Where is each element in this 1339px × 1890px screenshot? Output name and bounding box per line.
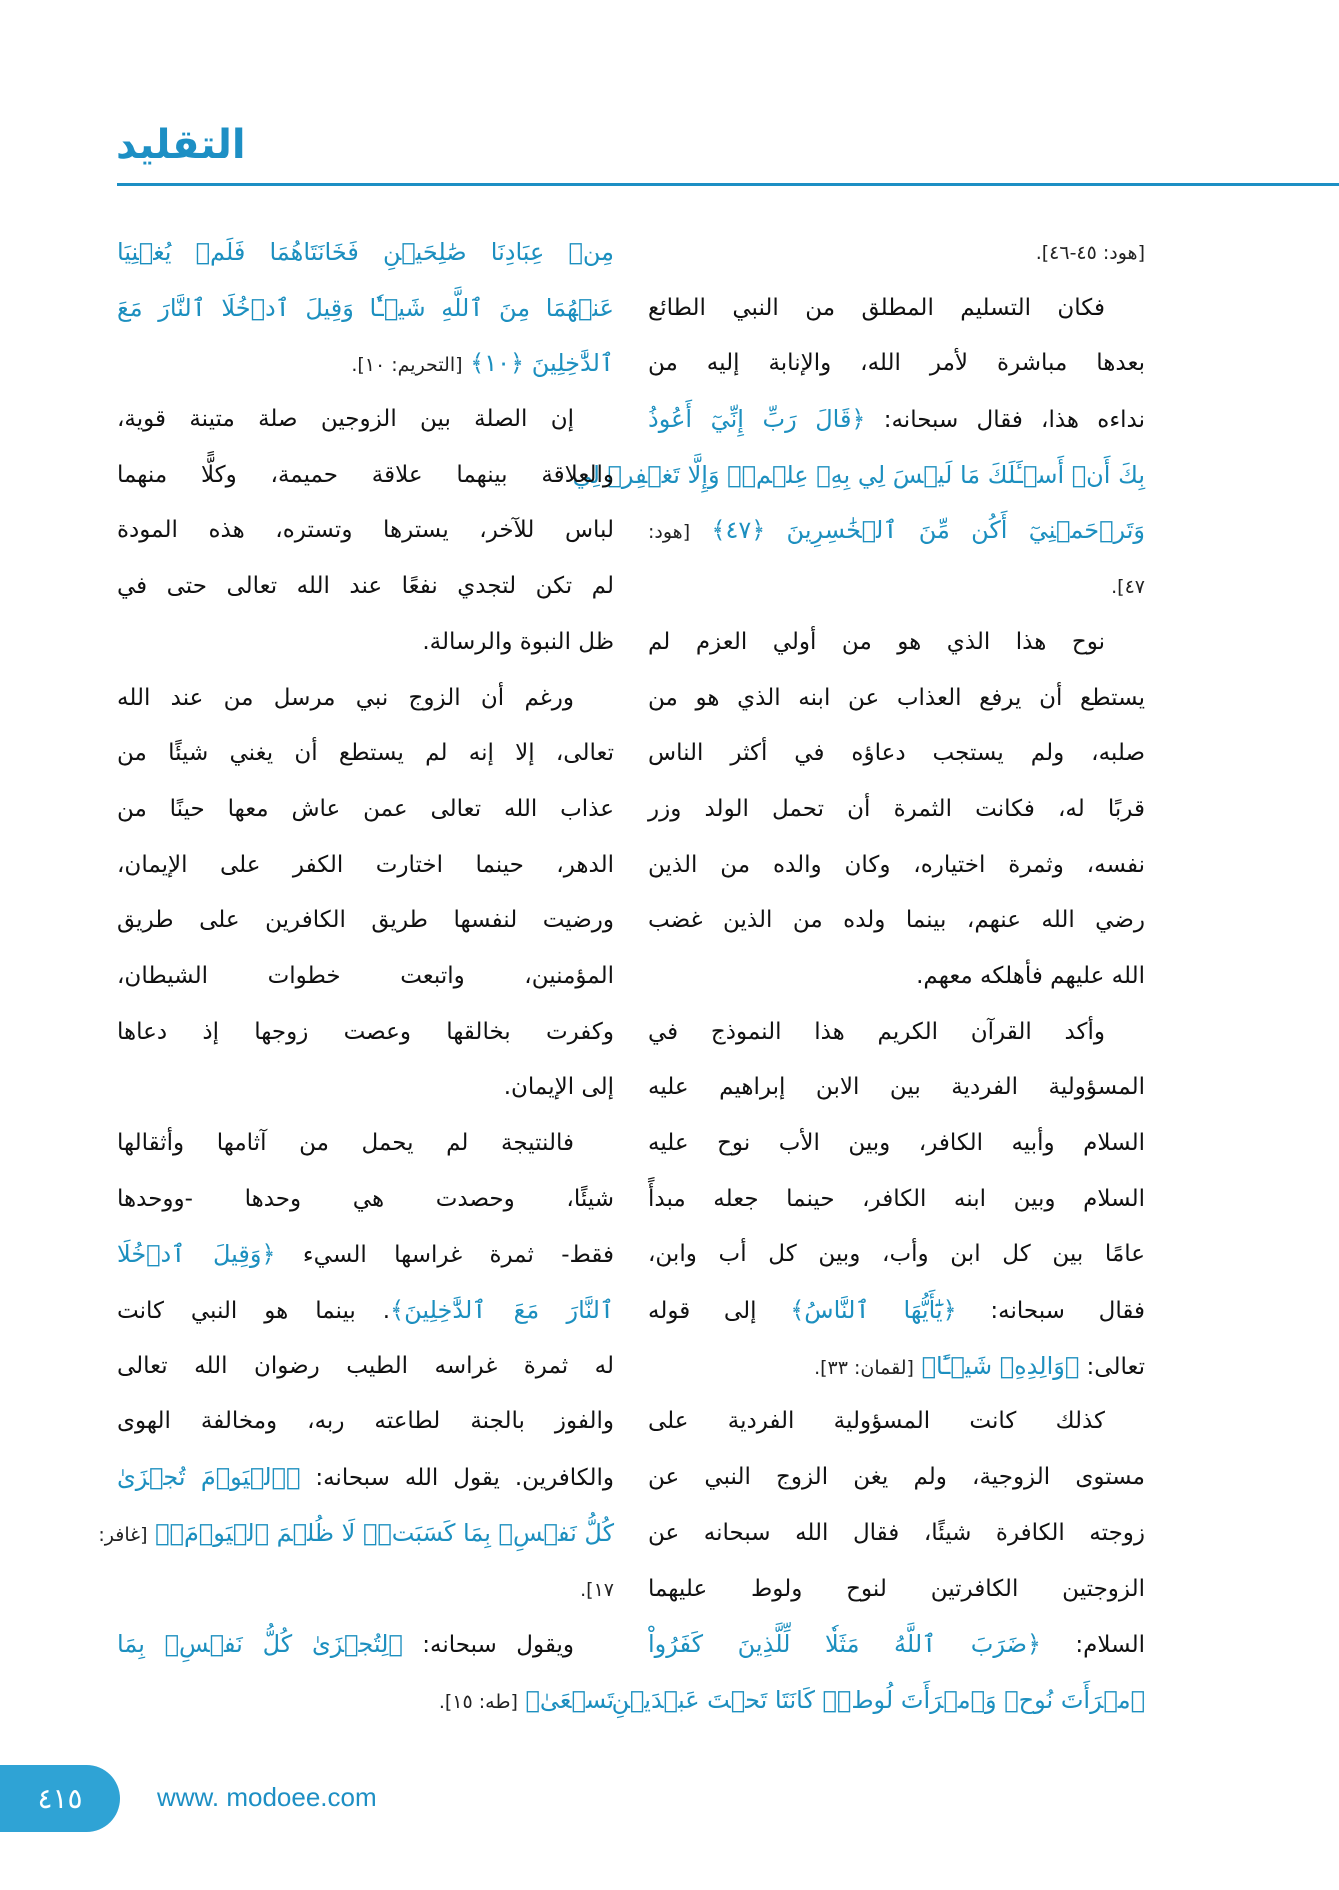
body-text: لم تكن لتجدي نفعًا عند الله تعالى حتى في: [117, 573, 614, 600]
body-text: يستطع أن يرفع العذاب عن ابنه الذي هو من: [648, 684, 1145, 711]
quran-verse: ﴿ٱلۡيَوۡمَ تُجۡزَىٰ: [117, 1463, 301, 1492]
text-line: [648, 1339, 1145, 1395]
website-link[interactable]: www. modoee.com: [157, 1782, 377, 1812]
body-text: ظل النبوة والرسالة.: [422, 628, 614, 655]
body-text: رضي الله عنهم، بينما ولده من الذين غضب: [648, 907, 1145, 934]
quran-verse: عَنۡهُمَا مِنَ ٱللَّهِ شَيۡـٔٗا وَقِيلَ ٱدۡخُلَا ٱلنَّارَ مَعَ: [117, 293, 614, 322]
body-text: السلام:: [1041, 1632, 1145, 1659]
body-text: إلى قوله: [648, 1298, 791, 1325]
verse-reference: ٤٧].: [1111, 576, 1145, 599]
body-text: إلى الإيمان.: [503, 1074, 614, 1101]
text-line: [117, 1394, 614, 1450]
body-text: لباس للآخر، يسترها وتستره، هذه المودة: [117, 517, 614, 544]
text-line: [117, 782, 614, 838]
verse-reference: [لقمان: ٣٣].: [814, 1356, 914, 1379]
text-line: [648, 671, 1145, 727]
text-line: [117, 1673, 614, 1729]
text-line: [648, 782, 1145, 838]
text-line: [572, 448, 1145, 504]
text-line: [117, 893, 614, 949]
text-line: [648, 336, 1145, 392]
text-line: [117, 1227, 614, 1283]
header-divider: [117, 183, 1339, 186]
body-text: والعلاقة بينهما علاقة حميمة، وكلًّا منهما: [117, 461, 614, 488]
text-line: [117, 1283, 614, 1339]
text-line: [648, 1227, 1145, 1283]
body-text: الزوجتين الكافرتين لنوح ولوط عليهما: [648, 1575, 1145, 1602]
text-line: [117, 392, 614, 448]
text-line: [648, 1450, 1145, 1506]
body-text: مستوى الزوجية، ولم يغن الزوج النبي عن: [648, 1464, 1145, 1491]
text-line: [117, 559, 614, 615]
verse-reference: [طه: ١٥].: [438, 1690, 518, 1713]
verse-reference: [غافر:: [98, 1523, 148, 1546]
text-line: [648, 281, 1145, 337]
body-text: تعالى، إلا إنه لم يستطع أن يغني شيئًا من: [117, 740, 614, 767]
page-number-badge: [0, 1765, 120, 1832]
text-line: [648, 1617, 1145, 1673]
text-line: [648, 1172, 1145, 1228]
text-line: [611, 1673, 1145, 1729]
verse-reference: [هود: ٤٥-٤٦].: [1035, 242, 1145, 264]
quran-verse: ﴿ضَرَبَ ٱللَّهُ مَثَلٗا لِّلَّذِينَ كَفَرُواْ: [648, 1630, 1042, 1659]
body-text: المسؤولية الفردية بين الابن إبراهيم عليه: [648, 1074, 1145, 1101]
text-line: [648, 503, 1145, 559]
body-text: . بينما هو النبي كانت: [117, 1298, 391, 1325]
body-text: نداءه هذا، فقال سبحانه:: [865, 407, 1146, 434]
text-line: [648, 559, 1145, 615]
body-text: فقال سبحانه:: [956, 1298, 1145, 1325]
body-text: تعالى:: [1079, 1353, 1145, 1380]
quran-verse: تَسۡعَىٰ﴾: [517, 1685, 614, 1714]
quran-verse: وَتَرۡحَمۡنِيٓ أَكُن مِّنَ ٱلۡخَٰسِرِينَ ﴿٤٧﴾: [690, 516, 1145, 545]
body-text: وكفرت بخالقها وعصت زوجها إذ دعاها: [117, 1018, 614, 1045]
text-line: [117, 1617, 614, 1673]
body-text: نفسه، وثمرة اختياره، وكان والده من الذين: [648, 851, 1145, 878]
text-line: [117, 671, 614, 727]
verse-reference: [التحريم: ١٠].: [351, 354, 463, 377]
body-text: والفوز بالجنة لطاعته ربه، ومخالفة الهوى: [117, 1408, 614, 1435]
quran-verse: ٱلنَّارَ مَعَ ٱلدَّٰخِلِينَ﴾: [390, 1296, 615, 1325]
text-line: [117, 1005, 614, 1061]
chapter-title: التقليد: [116, 122, 246, 168]
body-text: الدهر، حينما اختارت الكفر على الإيمان،: [117, 851, 614, 878]
body-text: عذاب الله تعالى عمن عاش معها حينًا من: [117, 795, 614, 822]
text-line: [648, 392, 1145, 448]
text-line: [117, 949, 614, 1005]
body-text: قربًا له، فكانت الثمرة أن تحمل الولد وزر: [648, 795, 1145, 822]
quran-verse: ﴿قَالَ رَبِّ إِنِّيٓ أَعُوذُ: [648, 405, 866, 434]
text-line: [117, 615, 614, 671]
body-text: زوجته الكافرة شيئًا، فقال الله سبحانه عن: [648, 1519, 1145, 1546]
body-text: كذلك كانت المسؤولية الفردية على: [648, 1408, 1105, 1435]
text-line: [648, 1060, 1145, 1116]
quran-verse: بِكَ أَنۡ أَسۡـَٔلَكَ مَا لَيۡسَ لِي بِهِۦ عِلۡمٞۖ وَإِلَّا تَغۡفِرۡ لِي: [572, 460, 1145, 489]
quran-verse: ﴿وَالِدِهِۦ شَيۡـًٔا﴾: [913, 1351, 1080, 1380]
quran-verse: ٱلدَّٰخِلِينَ ﴿١٠﴾: [462, 349, 614, 378]
quran-verse: ٱمۡرَأَتَ نُوحٖ وَٱمۡرَأَتَ لُوطٖۖ كَانَتَا تَحۡتَ عَبۡدَيۡنِ: [611, 1685, 1145, 1714]
text-line: [648, 1394, 1145, 1450]
text-line: [117, 1116, 614, 1172]
body-text: الله عليهم فأهلكه معهم.: [916, 962, 1145, 989]
text-line: [648, 949, 1145, 1005]
page-number: ٤١٥: [37, 1782, 83, 1815]
text-line: [117, 1172, 614, 1228]
verse-reference: ١٧].: [580, 1578, 614, 1601]
body-text: فالنتيجة لم يحمل من آثامها وأثقالها: [117, 1130, 574, 1156]
body-text: وأكد القرآن الكريم هذا النموذج في: [648, 1018, 1105, 1045]
quran-verse: مِنۡ عِبَادِنَا صَٰلِحَيۡنِ فَخَانَتَاهُمَا فَلَمۡ يُغۡنِيَا: [117, 238, 614, 266]
quran-verse: ﴿يَٰٓأَيُّهَا ٱلنَّاسُ﴾: [790, 1296, 957, 1325]
body-text: صلبه، ولم يستجب دعاؤه في أكثر الناس: [648, 740, 1145, 767]
text-line: [648, 838, 1145, 894]
text-line: [117, 281, 614, 337]
text-line: [648, 893, 1145, 949]
text-line: [648, 1506, 1145, 1562]
text-column-left: [98, 225, 615, 1729]
body-text: بعدها مباشرة لأمر الله، والإنابة إليه من: [648, 350, 1145, 377]
text-line: [648, 1005, 1145, 1061]
body-text: إن الصلة بين الزوجين صلة متينة قوية،: [117, 406, 574, 433]
text-line: [648, 225, 1145, 281]
text-line: [117, 1562, 614, 1618]
quran-verse: ﴿لِتُجۡزَىٰ كُلُّ نَفۡسِۭ بِمَا: [117, 1630, 403, 1659]
body-text: المؤمنين، واتبعت خطوات الشيطان،: [117, 962, 614, 989]
body-text: ويقول سبحانه:: [402, 1632, 574, 1659]
body-text: نوح هذا الذي هو من أولي العزم لم: [648, 628, 1105, 655]
text-line: [117, 1450, 614, 1506]
text-line: [117, 503, 614, 559]
body-text: السلام وأبيه الكافر، وبين الأب نوح عليه: [648, 1130, 1145, 1156]
text-line: [648, 1562, 1145, 1618]
text-line: [117, 726, 614, 782]
body-text: فقط- ثمرة غراسها السيء: [275, 1242, 614, 1269]
body-text: له ثمرة غراسه الطيب رضوان الله تعالى: [117, 1352, 614, 1379]
text-line: [648, 1283, 1145, 1339]
quran-verse: ﴿وَقِيلَ ٱدۡخُلَا: [117, 1240, 276, 1269]
body-text: السلام وبين ابنه الكافر، حينما جعله مبدأً: [648, 1185, 1145, 1212]
text-line: [117, 1339, 614, 1395]
text-line: [648, 1116, 1145, 1172]
body-text: والكافرين. يقول الله سبحانه:: [300, 1465, 614, 1492]
text-line: [648, 615, 1145, 671]
text-line: [117, 448, 614, 504]
body-text: عامًا بين كل ابن وأب، وبين كل أب وابن،: [648, 1241, 1145, 1268]
text-line: [117, 1060, 614, 1116]
body-text: فكان التسليم المطلق من النبي الطائع: [648, 294, 1105, 321]
body-text: ورغم أن الزوج نبي مرسل من عند الله: [117, 684, 574, 711]
text-line: [98, 1506, 614, 1562]
text-line: [648, 726, 1145, 782]
body-text: ورضيت لنفسها طريق الكافرين على طريق: [117, 907, 614, 934]
quran-verse: كُلُّ نَفۡسِۭ بِمَا كَسَبَتۡۚ لَا ظُلۡمَ ٱلۡيَوۡمَۚ﴾: [147, 1518, 614, 1547]
text-line: [117, 838, 614, 894]
verse-reference: [هود:: [648, 521, 691, 544]
body-text: شيئًا، وحصدت هي وحدها -ووحدها: [117, 1185, 614, 1212]
text-line: [117, 336, 614, 392]
text-line: [117, 225, 614, 281]
